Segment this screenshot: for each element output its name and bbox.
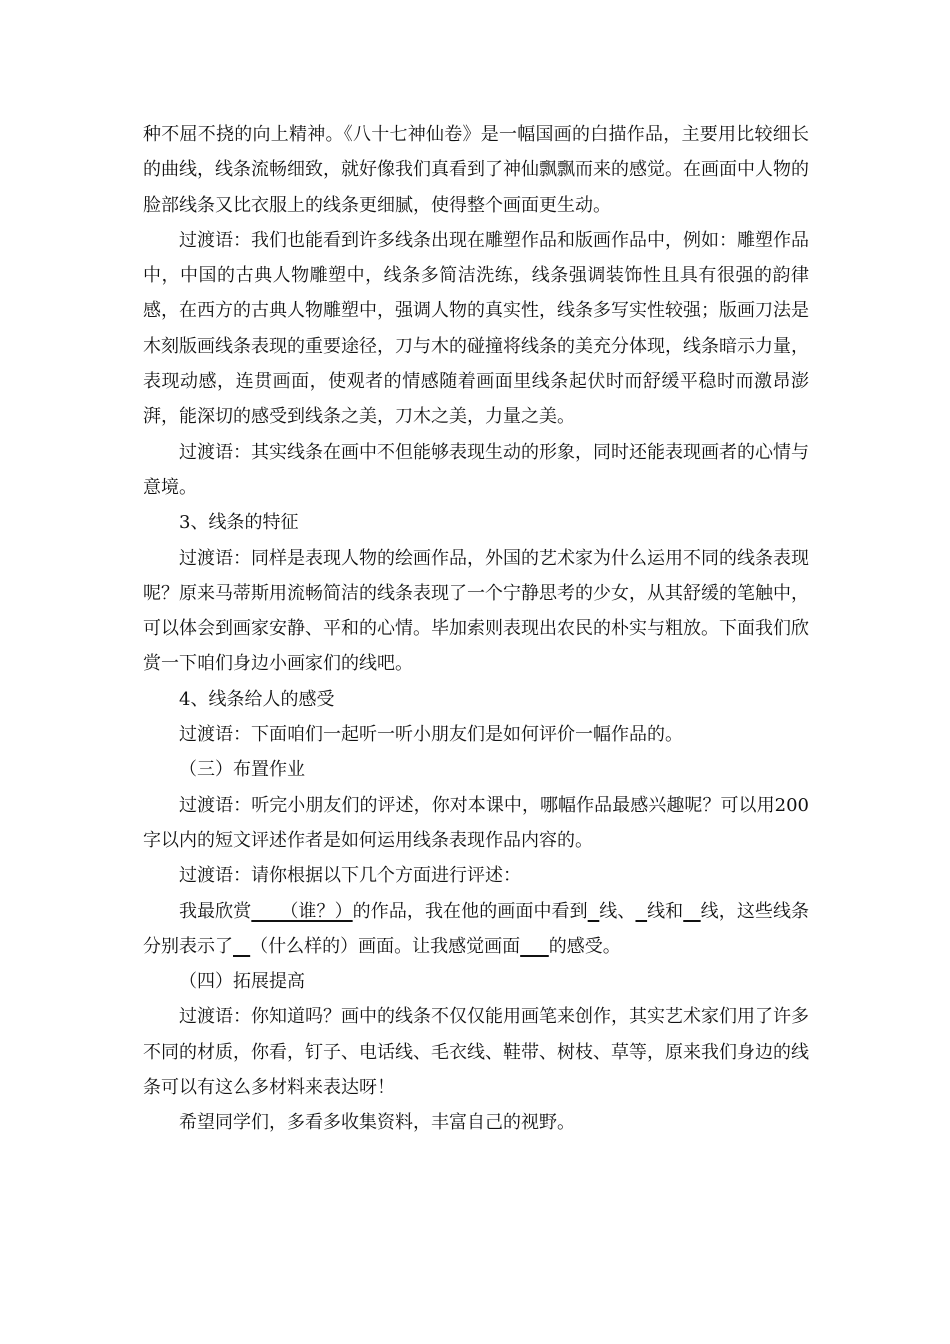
blank-line-2 [635,901,647,922]
paragraph-2: 过渡语：我们也能看到许多线条出现在雕塑作品和版画作品中，例如：雕塑作品中，中国的古典人物雕塑中，线条多简洁洗练，线条强调装饰性且具有很强的韵律感，在西方的古典人物雕塑中，强调人物的真实性，线条多写实性较强；版画刀法是木刻版画线条表现的重要途径，刀与木的碰撞将线条的美充分体现，线条暗示力量，表现动感，连贯画面，使观者的情感随着画面里线条起伏时而舒缓平稳时而激昂澎湃，能深切的感受到线条之美，刀木之美，力量之美。 [143,229,809,428]
template-text: 的作品，我在他的画面中看到 [352,900,588,922]
section-heading-4: 4、线条给人的感受 [179,688,335,710]
template-text: 线，这些线条分别表示了 [143,900,810,957]
paragraph-7: 过渡语：下面咱们一起听一听小朋友们是如何评价一幅作品的。 [179,724,683,746]
paragraph-5: 过渡语：同样是表现人物的绘画作品，外国的艺术家为什么运用不同的线条表现呢？原来马蒂斯用流畅简洁的线条表现了一个宁静思考的少女，从其舒缓的笔触中，可以体会到画家安静、平和的心情。毕加索则表现出农民的朴实与粗放。下面我们欣赏一下咱们身边小画家们的线吧。 [143,547,809,675]
paragraph-10: 过渡语：请你根据以下几个方面进行评述： [179,865,521,887]
blank-feeling [520,936,549,957]
section-heading-four: （四）拓展提高 [179,971,305,993]
fill-in-template [143,894,809,965]
paragraph-13: 过渡语：你知道吗？画中的线条不仅仅能用画笔来创作，其实艺术家们用了许多不同的材质，你看，钉子、电话线、毛衣线、鞋带、树枝、草等，原来我们身边的线条可以有这么多材料来表达呀！ [143,1006,809,1099]
template-text: 线、 [599,900,636,922]
blank-meaning [233,936,250,957]
blank-line-1 [588,901,600,922]
document-body [143,117,809,1141]
section-heading-three: （三）布置作业 [179,759,305,781]
template-text: 我最欣赏 [179,900,252,922]
blank-line-3 [683,901,700,922]
paragraph-14: 希望同学们，多看多收集资料，丰富自己的视野。 [179,1112,575,1134]
template-text: （什么样的）画面。让我感觉画面 [250,935,521,957]
blank-who: （谁？） [251,900,353,922]
section-heading-3: 3、线条的特征 [179,512,299,534]
template-text: 的感受。 [548,935,621,957]
template-text: 线和 [647,900,684,922]
paragraph-1: 种不屈不挠的向上精神。《八十七神仙卷》是一幅国画的白描作品，主要用比较细长的曲线，线条流畅细致，就好像我们真看到了神仙飘飘而来的感觉。在画面中人物的脸部线条又比衣服上的线条更细腻，使得整个画面更生动。 [143,124,809,216]
paragraph-3: 过渡语：其实线条在画中不但能够表现生动的形象，同时还能表现画者的心情与意境。 [143,441,809,498]
paragraph-9: 过渡语：听完小朋友们的评述，你对本课中，哪幅作品最感兴趣呢？可以用200字以内的短文评述作者是如何运用线条表现作品内容的。 [143,794,809,851]
